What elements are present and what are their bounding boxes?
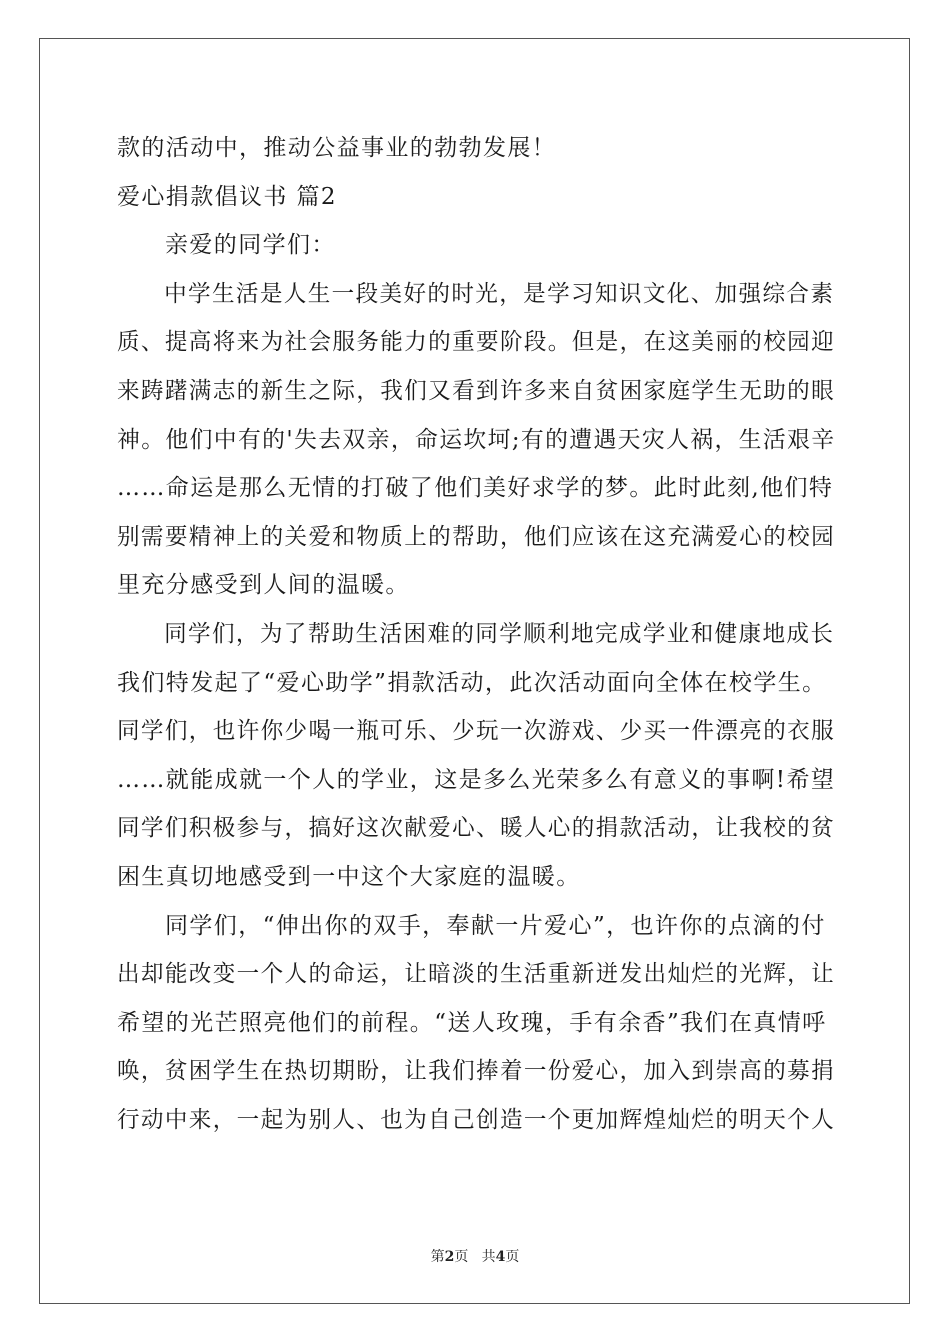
text-line: 里充分感受到人间的温暖。 (117, 572, 410, 599)
text-line: 来踌躇满志的新生之际，我们又看到许多来自贫困家庭学生无助的眼 (117, 377, 836, 404)
text-line: 同学们积极参与，搞好这次献爱心、暖人心的捐款活动，让我校的贫 (117, 815, 836, 842)
text-line: 款的活动中，推动公益事业的勃勃发展！ (117, 135, 557, 161)
text-line: 同学们，为了帮助生活困难的同学顺利地完成学业和健康地成长 (164, 620, 835, 647)
text-line: 出却能改变一个人的命运，让暗淡的生活重新迸发出灿烂的光辉，让 (117, 961, 836, 988)
text-line: 质、提高将来为社会服务能力的重要阶段。但是，在这美丽的校园迎 (117, 329, 836, 356)
text-line: 同学们，“伸出你的双手，奉献一片爱心”，也许你的点滴的付 (165, 912, 826, 939)
page-footer (0, 1247, 950, 1267)
text-line: 别需要精神上的关爱和物质上的帮助，他们应该在这充满爱心的校园 (117, 523, 836, 550)
text-line: ……命运是那么无情的打破了他们美好求学的梦。此时此刻,他们特 (117, 475, 834, 502)
total-pages-number: 4 (495, 1249, 506, 1265)
total-suffix: 页 (505, 1249, 520, 1265)
document-body (117, 124, 835, 1144)
text-line: 爱心捐款倡议书 篇2 (117, 183, 337, 210)
text-line: 困生真切地感受到一中这个大家庭的温暖。 (117, 863, 581, 890)
page-suffix: 页 (454, 1249, 469, 1265)
text-line: 我们特发起了“爱心助学”捐款活动，此次活动面向全体在校学生。 (117, 669, 827, 696)
text-line: 希望的光芒照亮他们的前程。“送人玫瑰，手有余香”我们在真情呼 (117, 1009, 827, 1036)
text-line: 神。他们中有的'失去双亲，命运坎坷;有的遭遇天灾人祸，生活艰辛 (117, 426, 836, 453)
text-line: 唤，贫困学生在热切期盼，让我们捧着一份爱心，加入到崇高的募捐 (117, 1058, 836, 1085)
current-page-number: 2 (444, 1249, 455, 1265)
total-prefix: 共 (481, 1249, 496, 1265)
text-line: 同学们，也许你少喝一瓶可乐、少玩一次游戏、少买一件漂亮的衣服 (117, 718, 836, 745)
text-line: 亲爱的同学们： (165, 232, 336, 259)
text-line: ……就能成就一个人的学业，这是多么光荣多么有意义的事啊!希望 (117, 766, 836, 793)
text-line: 行动中来，一起为别人、也为自己创造一个更加辉煌灿烂的明天个人 (117, 1106, 836, 1133)
page-prefix: 第 (430, 1249, 445, 1265)
text-line: 中学生活是人生一段美好的时光，是学习知识文化、加强综合素 (164, 280, 835, 307)
